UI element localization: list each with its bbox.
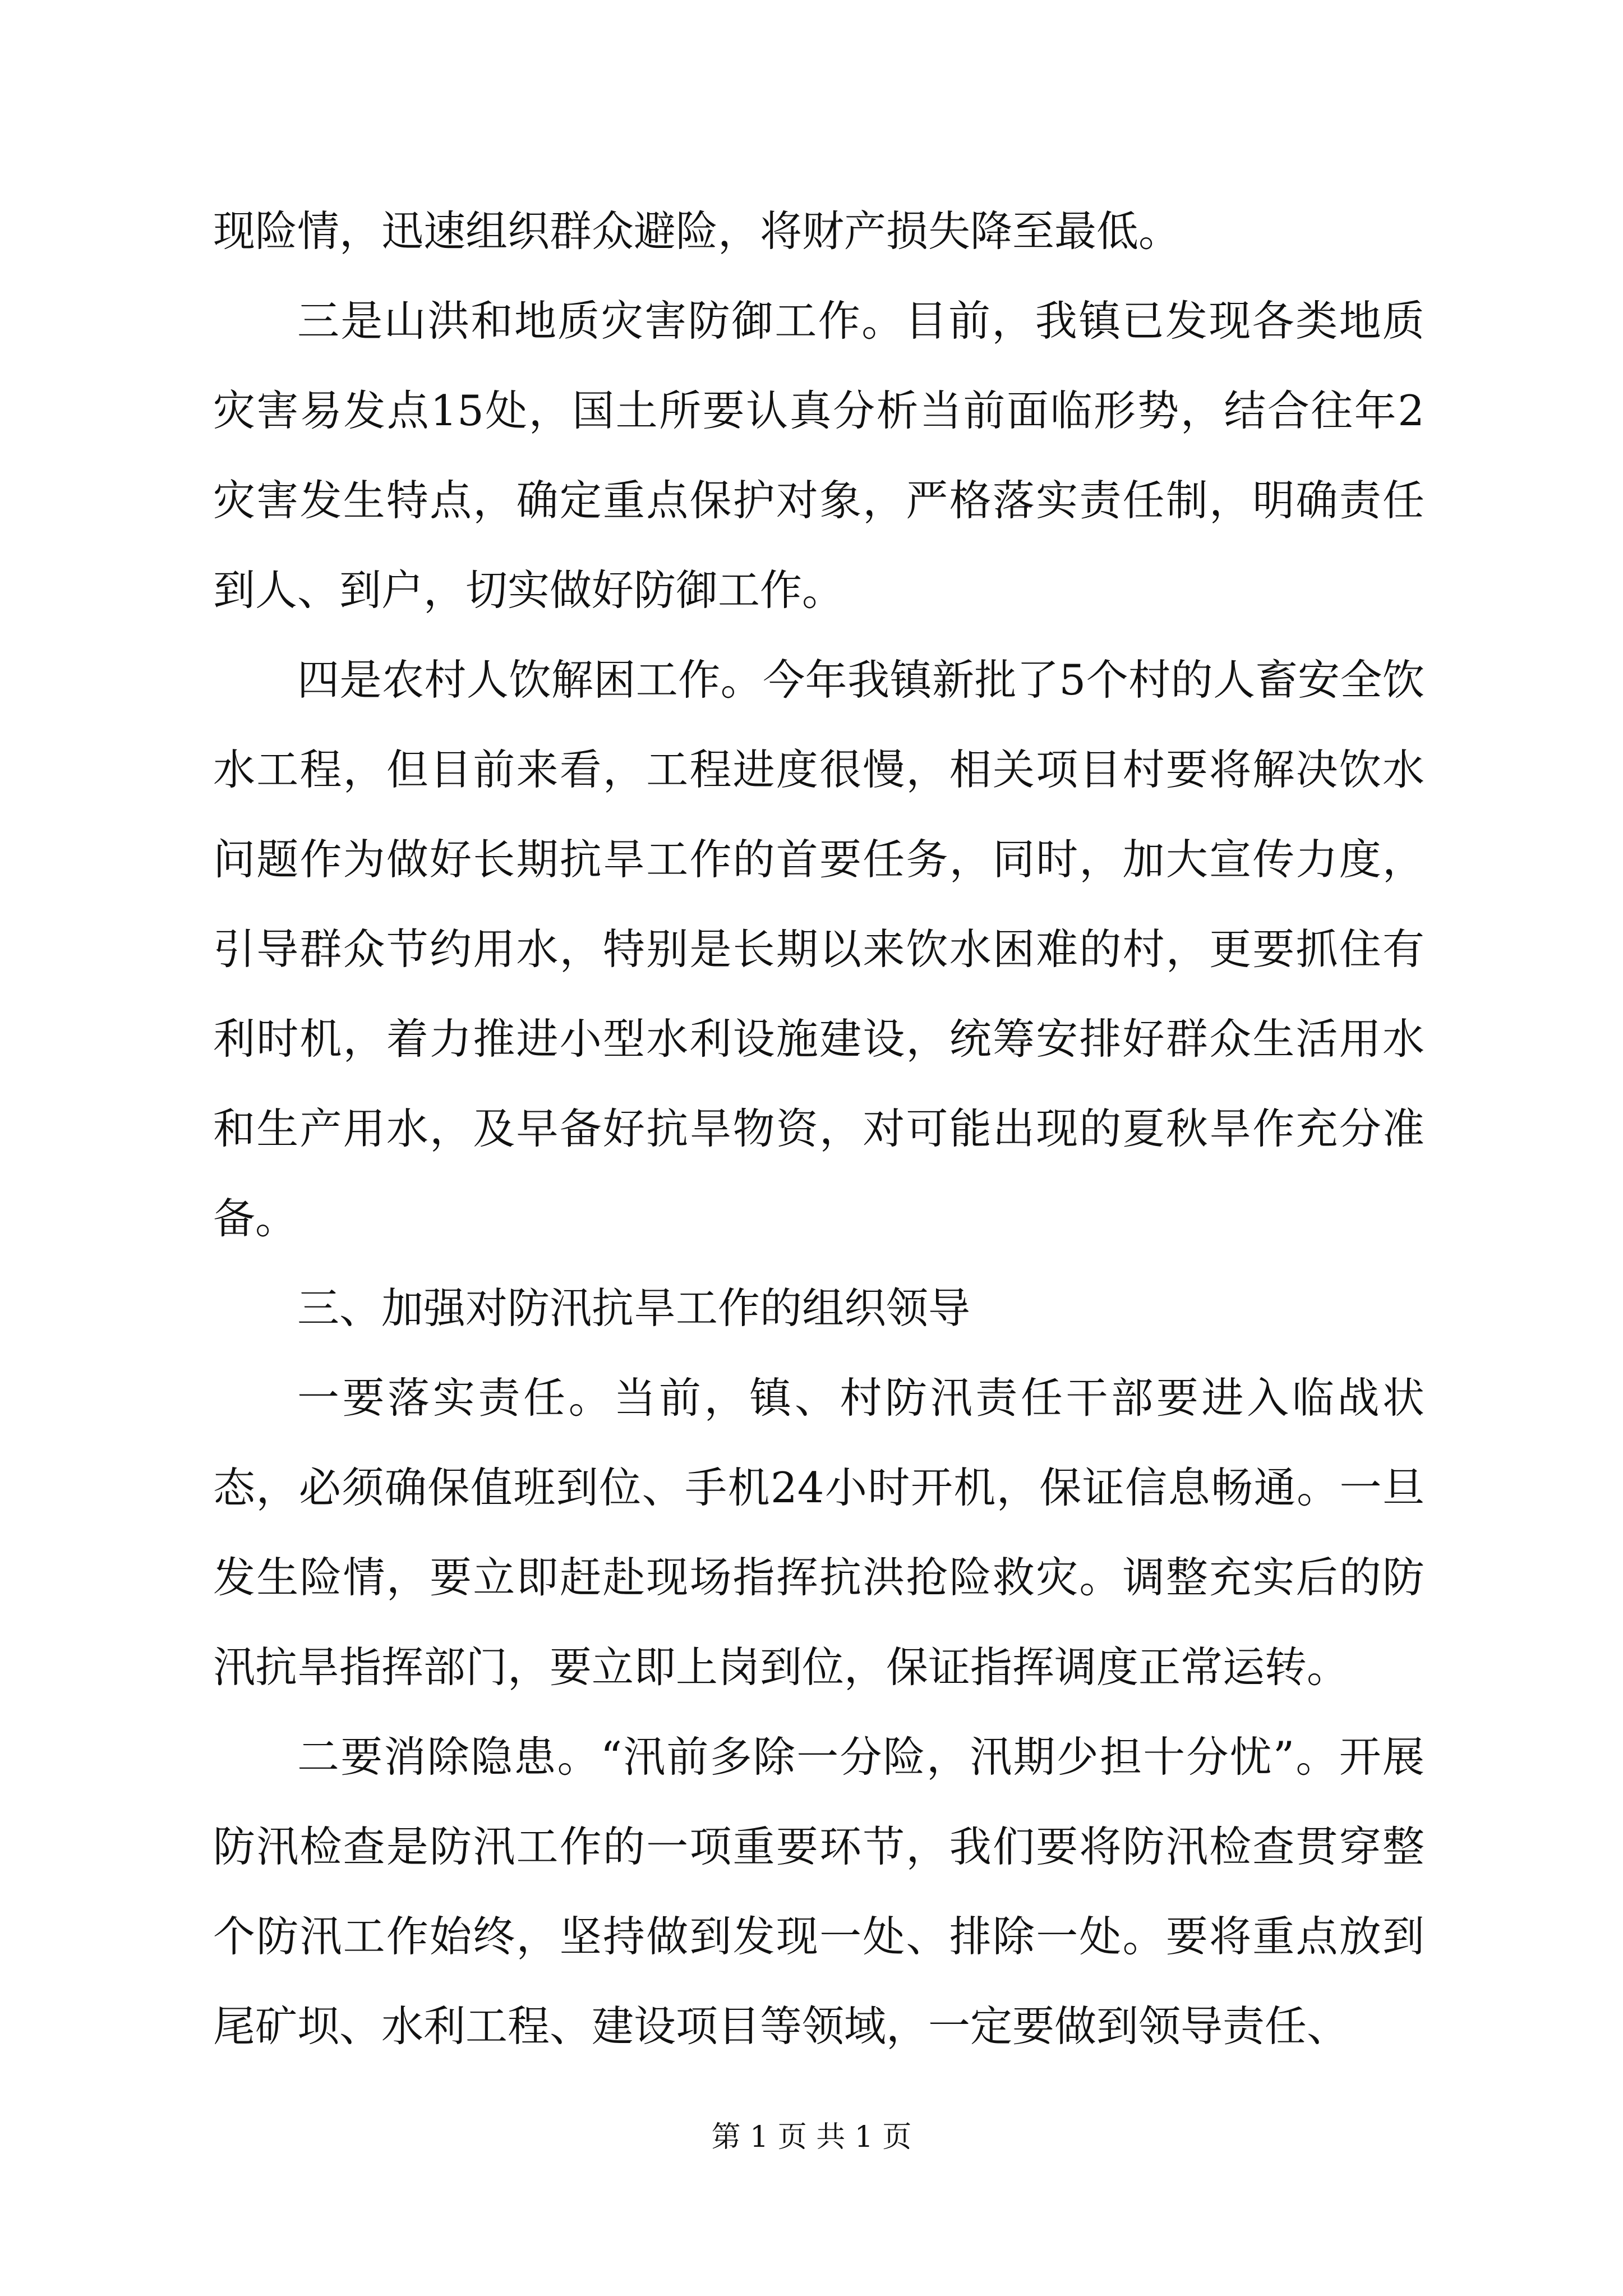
paragraph: 现险情，迅速组织群众避险，将财产损失降至最低。 [213,206,1181,256]
paragraph: 三是山洪和地质灾害防御工作。目前，我镇已发现各类地质灾害易发点15处，国土所要认真分析当前面临形势，结合往年2灾害发生特点，确定重点保护对象，严格落实责任制，明确责任到人、到户，切实做好防御工作。 [213,296,1424,615]
section-heading: 三、加强对防汛抗旱工作的组织领导 [297,1283,971,1333]
page-footer [0,2118,1623,2157]
paragraph: 二要消除隐患。“汛前多除一分险，汛期少担十分忧”。开展防汛检查是防汛工作的一项重要环节，我们要将防汛检查贯穿整个防汛工作始终，坚持做到发现一处、排除一处。要将重点放到尾矿坝、水利工程、建设项目等领域，一定要做到领导责任、 [213,1732,1424,2051]
paragraph: 一要落实责任。当前，镇、村防汛责任干部要进入临战状态，必须确保值班到位、手机24小时开机，保证信息畅通。一旦发生险情，要立即赶赴现场指挥抗洪抢险救灾。调整充实后的防汛抗旱指挥部门，要立即上岗到位，保证指挥调度正常运转。 [213,1373,1424,1692]
paragraph: 四是农村人饮解困工作。今年我镇新批了5个村的人畜安全饮水工程，但目前来看，工程进度很慢，相关项目村要将解决饮水问题作为做好长期抗旱工作的首要任务，同时，加大宣传力度，引导群众节约用水，特别是长期以来饮水困难的村，更要抓住有利时机，着力推进小型水利设施建设，统筹安排好群众生活用水和生产用水，及早备好抗旱物资，对可能出现的夏秋旱作充分准备。 [213,655,1424,1243]
page-number-label: 第 1 页 共 1 页 [711,2120,912,2154]
document-body [213,186,1424,2071]
